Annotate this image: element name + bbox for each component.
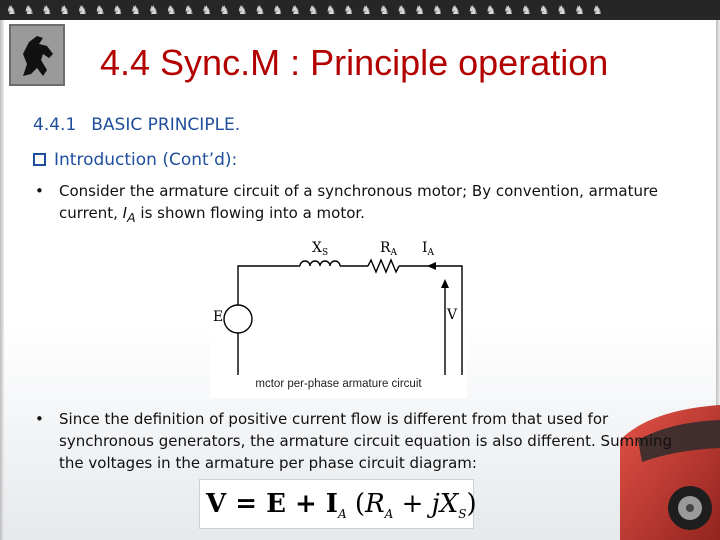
subsection-heading [33,150,237,170]
bullet-icon: • [35,410,44,428]
current-label: $I_A$ [422,240,435,258]
decorative-top-border [0,0,720,20]
current-subscript: A [127,210,136,225]
section-label: BASIC PRINCIPLE. [91,115,241,135]
voltage-label: V [447,307,458,323]
resistance-label: $R_A$ [380,240,398,258]
section-number: 4.4.1 [33,115,77,135]
eq-jx: jX [431,489,459,519]
armature-circuit-diagram [210,235,467,398]
current-symbol: I [122,204,128,222]
eq-i: I [325,489,338,519]
voltage-equation [199,479,477,529]
bullet-text-end: is shown flowing into a motor. [135,204,365,222]
slide-title: 4.4 Sync.M : Principle operation [100,42,609,83]
emf-label: E [213,309,224,325]
eq-open: ( [346,489,366,519]
eq-r-sub: A [384,507,394,522]
left-frame [0,20,4,540]
horse-pattern-icon: ♞♞♞♞♞♞♞♞♞♞♞♞♞♞♞♞♞♞♞♞♞♞♞♞♞♞♞♞♞♞♞♞♞♞ [6,3,610,17]
reactance-label: $X_S$ [312,240,329,258]
eq-close: ) [466,489,477,519]
eq-e: E [266,489,286,519]
circuit-caption: mctor per-phase armature circuit [255,378,422,390]
subsection-label: Introduction (Cont’d): [54,150,238,170]
prancing-horse-logo [9,24,65,86]
bullet-text: Since the definition of positive current flow is different from that used for synchronous generators, the armature circuit equation is also different. Summing the voltages in the armature per phase circuit diagram: [59,410,673,472]
eq-v: V [206,489,227,519]
eq-i-sub: A [337,507,347,522]
circuit-drawing [210,235,467,375]
bullet-text [59,180,695,229]
bullet-icon: • [35,182,44,200]
eq-plus2: + [393,489,432,519]
checkbox-bullet-icon [33,153,46,166]
eq-plus: + [285,489,326,519]
eq-x-sub: S [458,507,467,522]
section-heading [33,115,240,135]
eq-r: R [365,489,385,519]
eq-equals: = [226,489,267,519]
bullet-item-armature [35,180,695,229]
bullet-item-current-flow [35,408,695,474]
bullet-text-start: Consider the armature circuit of a synchronous motor; By convention, armature current, [59,182,659,222]
